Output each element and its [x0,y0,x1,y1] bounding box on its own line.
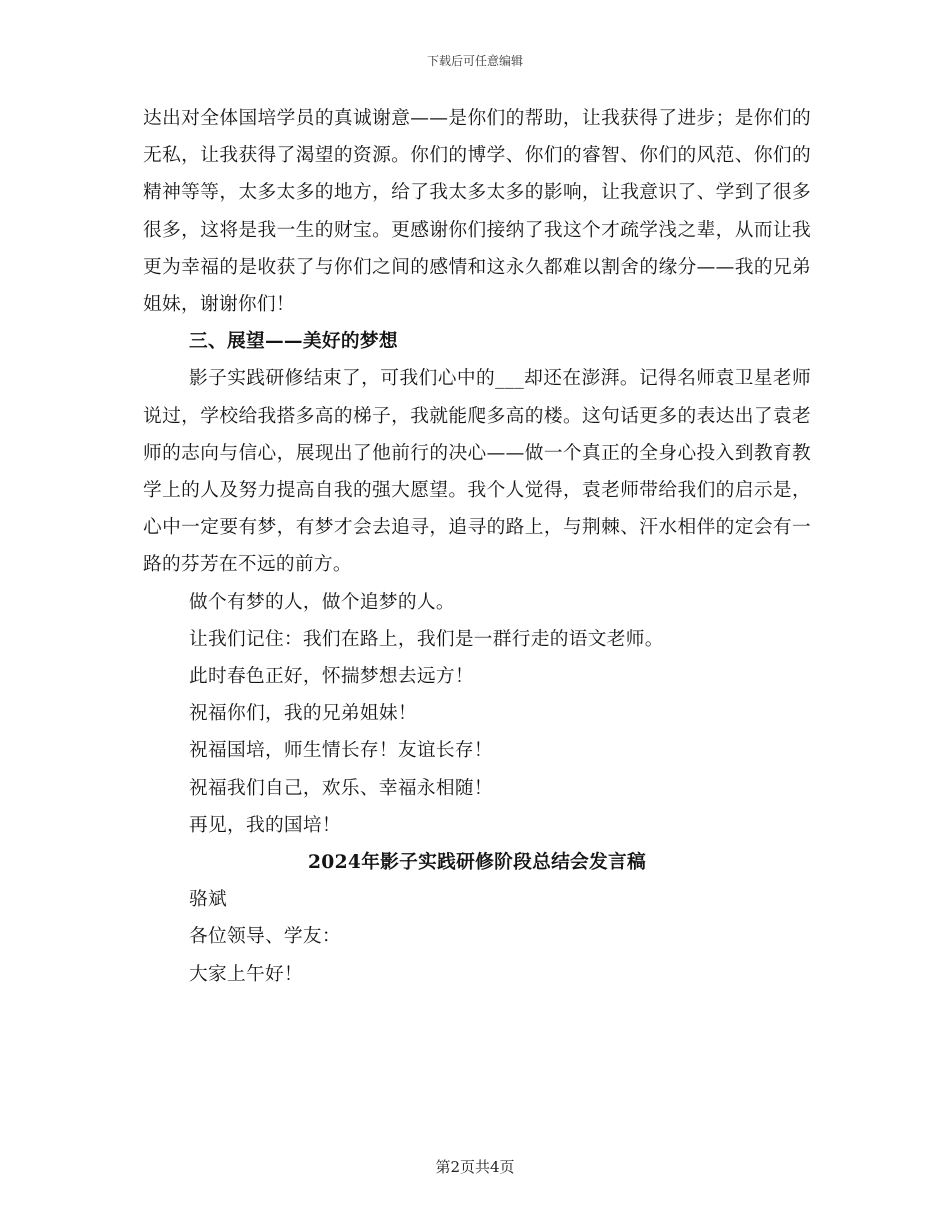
document-title: 2024年影子实践研修阶段总结会发言稿 [307,851,647,874]
section-heading-outlook: 三、展望——美好的梦想 [189,330,398,353]
line-bless-friends: 祝福你们，我的兄弟姐妹！ [189,703,417,725]
line-bless-guopei: 祝福国培，师生情长存！友谊长存！ [189,740,493,762]
line-remember: 让我们记住：我们在路上，我们是一群行走的语文老师。 [189,628,664,650]
author-name: 骆斌 [189,889,227,911]
document-body [143,100,811,993]
salutation: 各位领导、学友： [189,926,341,948]
line-goodbye: 再见，我的国培！ [189,814,341,836]
paragraph-thanks: 达出对全体国培学员的真诚谢意——是你们的帮助，让我获得了进步；是你们的无私，让我获得了渴望的资源。你们的博学、你们的睿智、你们的风范、你们的精神等等，太多太多的地方，给了我太多太多的影响，让我意识了、学到了很多很多，这将是我一生的财宝。更感谢你们接纳了我这个才疏学浅之辈，从而让我更为幸福的是收获了与你们之间的感情和这永久都难以割舍的缘分——我的兄弟姐妹，谢谢你们！ [143,108,811,316]
paragraph-dream: 影子实践研修结束了，可我们心中的___却还在澎湃。记得名师袁卫星老师说过，学校给我搭多高的梯子，我就能爬多高的楼。这句话更多的表达出了袁老师的志向与信心，展现出了他前行的决心——做一个真正的全身心投入到教育教学上的人及努力提高自我的强大愿望。我个人觉得，袁老师带给我们的启示是，心中一定要有梦，有梦才会去追寻，追寻的路上，与荆棘、汗水相伴的定会有一路的芬芳在不远的前方。 [143,368,811,576]
line-spring: 此时春色正好，怀揣梦想去远方！ [189,666,474,688]
page-header: 下载后可任意编辑 [426,54,523,68]
line-dream-person: 做个有梦的人，做个追梦的人。 [189,591,455,613]
page-footer: 第2页共4页 [435,1158,515,1176]
line-bless-ourselves: 祝福我们自己，欢乐、幸福永相随！ [189,777,493,799]
greeting: 大家上午好！ [189,963,303,985]
